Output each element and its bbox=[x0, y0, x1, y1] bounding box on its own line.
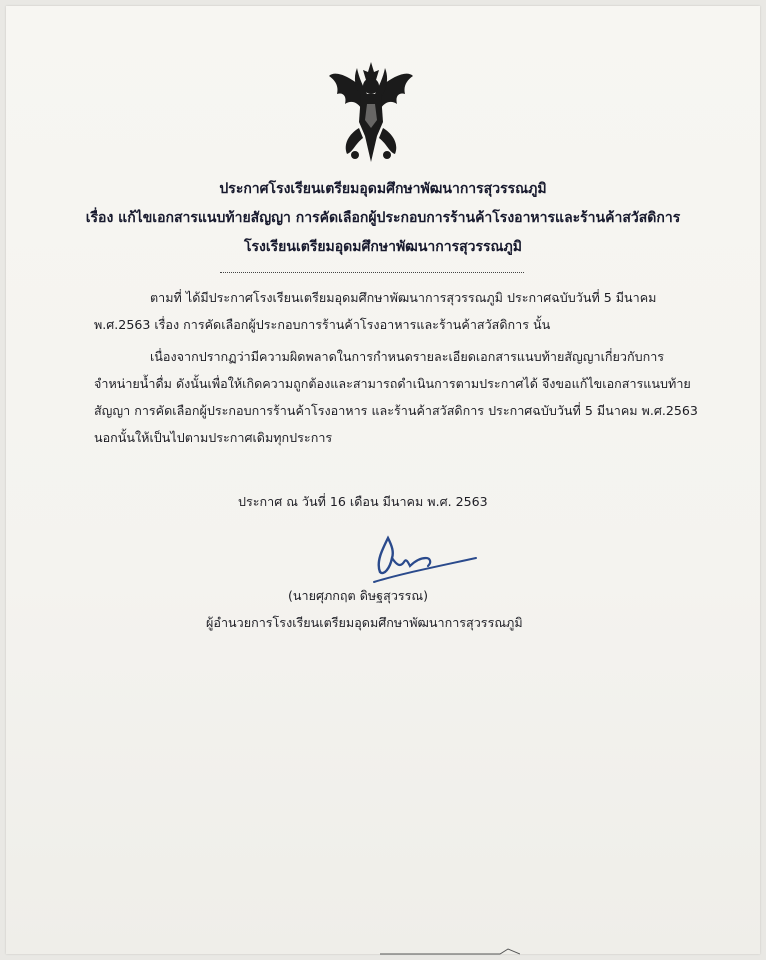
paragraph-2-line-3: สัญญา การคัดเลือกผู้ประกอบการร้านค้าโรงอาหาร และร้านค้าสวัสดิการ ประกาศฉบับวันที่ 5 มีนาคม พ.ศ.2563 bbox=[94, 403, 698, 418]
paragraph-2-line-4: นอกนั้นให้เป็นไปตามประกาศเดิมทุกประการ bbox=[94, 430, 333, 445]
handwritten-signature bbox=[370, 528, 480, 590]
school-name: โรงเรียนเตรียมอุดมศึกษาพัฒนาการสุวรรณภูมิ bbox=[243, 239, 523, 255]
paragraph-1-line-1: ตามที่ ได้มีประกาศโรงเรียนเตรียมอุดมศึกษาพัฒนาการสุวรรณภูมิ ประกาศฉบับวันที่ 5 มีนาคม bbox=[150, 290, 657, 305]
paragraph-2-line-2: จำหน่ายน้ำดื่ม ดังนั้นเพื่อให้เกิดความถูกต้องและสามารถดำเนินการตามประกาศได้ จึงขอแก้ไขเอกสารแนบท้าย bbox=[94, 376, 691, 391]
signer-title: ผู้อำนวยการโรงเรียนเตรียมอุดมศึกษาพัฒนาการสุวรรณภูมิ bbox=[206, 615, 523, 630]
paragraph-1-line-2: พ.ศ.2563 เรื่อง การคัดเลือกผู้ประกอบการร้านค้าโรงอาหารและร้านค้าสวัสดิการ นั้น bbox=[94, 317, 551, 332]
garuda-emblem-icon bbox=[325, 58, 417, 166]
dotted-divider bbox=[220, 272, 524, 273]
paragraph-2-line-1: เนื่องจากปรากฏว่ามีความผิดพลาดในการกำหนดรายละเอียดเอกสารแนบท้ายสัญญาเกี่ยวกับการ bbox=[150, 349, 665, 364]
announcement-title: ประกาศโรงเรียนเตรียมอุดมศึกษาพัฒนาการสุวรรณภูมิ bbox=[219, 181, 547, 197]
announcement-date: ประกาศ ณ วันที่ 16 เดือน มีนาคม พ.ศ. 2563 bbox=[238, 494, 488, 509]
signer-name: (นายศุภกฤต ดิษฐสุวรรณ) bbox=[288, 588, 429, 603]
page-edge-fragment bbox=[380, 948, 520, 956]
announcement-subject: เรื่อง แก้ไขเอกสารแนบท้ายสัญญา การคัดเลือกผู้ประกอบการร้านค้าโรงอาหารและร้านค้าสวัสดิการ bbox=[85, 210, 681, 226]
